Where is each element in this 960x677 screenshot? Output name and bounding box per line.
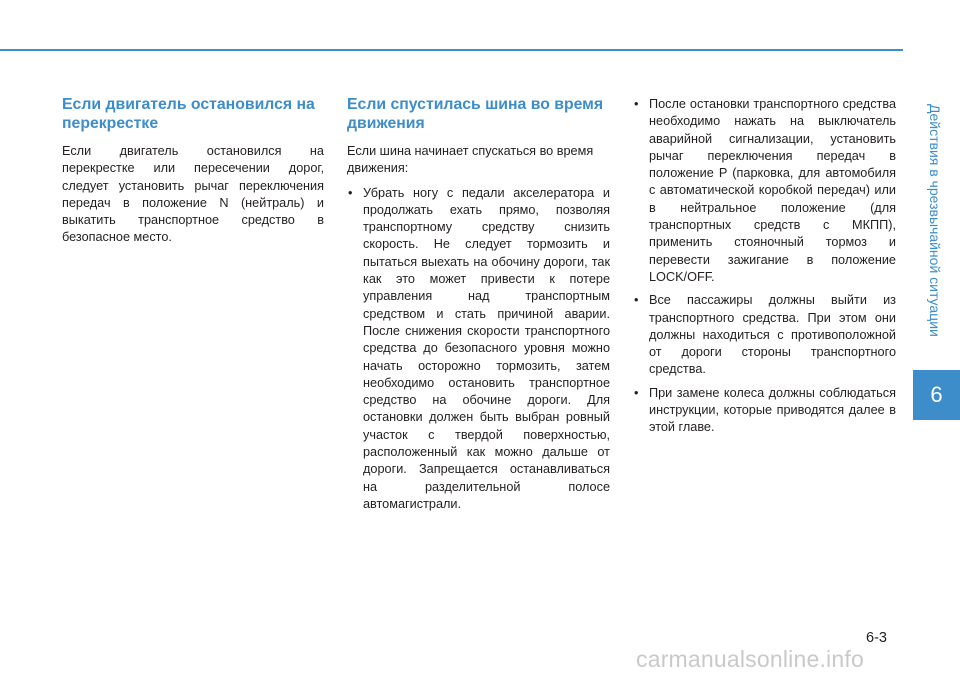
paragraph: Если двигатель остановился на перекрестке или пересечении дорог, следует установить рычаг переключения передач в положение N (нейтраль) и выкатить транспортное средство в безопасное место. (62, 144, 324, 245)
bullet-list (633, 96, 896, 437)
bullet-list (347, 185, 610, 514)
column-left (62, 96, 324, 247)
header-rule (0, 49, 903, 51)
chapter-side-label: Действия в чрезвычайной ситуации (927, 104, 943, 337)
paragraph: Если шина начинает спускаться во время движения: (347, 144, 594, 176)
list-item-text: При замене колеса должны соблюдаться инструкции, которые приводятся далее в этой главе. (649, 385, 896, 435)
bullet-icon: • (634, 385, 639, 400)
column-middle (347, 96, 610, 519)
section-title: Если двигатель остановился на перекрестке (62, 96, 315, 132)
page-number: 6-3 (866, 630, 887, 646)
list-item (633, 96, 896, 286)
bullet-icon: • (634, 293, 639, 308)
section-title: Если спустилась шина во время движения (347, 96, 604, 132)
list-item-text: Все пассажиры должны выйти из транспортного средства. При этом они должны находиться с противоположной от дороги стороны транспортного средства. (649, 293, 896, 377)
chapter-number-tab: 6 (913, 370, 960, 420)
list-item (633, 385, 896, 437)
list-item-text: Убрать ногу с педали акселератора и продолжать ехать прямо, позволяя транспортному средству снизить скорость. Не следует тормозить и пытаться выехать на обочину дороги, так как это может привести к потере управления над транспортным средством и стать причиной аварии. После снижения скорости транспортного средства до безопасного уровня можно начать осторожно тормозить, затем необходимо остановить транспортное средство на обочине дороги. Для остановки должен быть выбран ровный участок с твердой поверхностью, расположенный как можно дальше от дороги. Запрещается останавливаться на разделительной полосе автомагистрали. (363, 185, 610, 511)
watermark: carmanualsonline.info (636, 646, 864, 672)
column-right (633, 96, 896, 443)
list-item (347, 185, 610, 514)
bullet-icon: • (634, 97, 639, 111)
list-item (633, 292, 896, 378)
bullet-icon: • (348, 185, 353, 200)
list-item-text: После остановки транспортного средства необходимо нажать на выключатель аварийной сигнализации, установить рычаг переключения передач в положение P (парковка, для автомобиля с автоматической коробкой передач) или в нейтральное положение (для транспортных средств с МКПП), применить стояночный тормоз и перевести зажигание в положение LOCK/OFF. (649, 97, 896, 284)
